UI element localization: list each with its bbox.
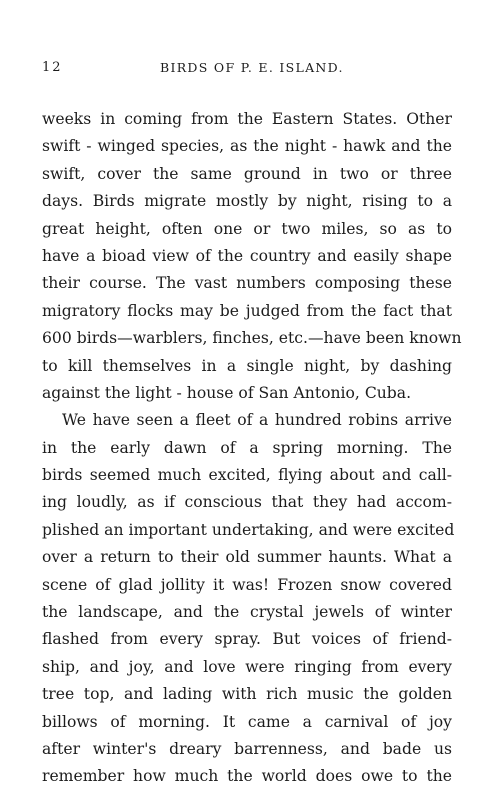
- body-text: [42, 106, 462, 791]
- text-line: have a bioad view of the country and easily shape: [42, 246, 452, 265]
- text-line: scene of glad jollity it was! Frozen snow covered: [42, 575, 452, 594]
- text-line: tree top, and lading with rich music the golden: [42, 685, 452, 704]
- text-line: swift, cover the same ground in two or three: [42, 164, 452, 183]
- text-line: to kill themselves in a single night, by dashing: [42, 356, 452, 375]
- text-line: over a return to their old summer haunts. What a: [42, 548, 452, 567]
- text-line: migratory flocks may be judged from the fact that: [42, 301, 452, 320]
- text-line: after winter's dreary barrenness, and bade us: [42, 739, 452, 758]
- text-line: swift - winged species, as the night - hawk and the: [42, 137, 452, 156]
- paragraph-1: [42, 106, 462, 407]
- text-line: great height, often one or two miles, so as to: [42, 219, 452, 238]
- text-line: ing loudly, as if conscious that they had accom-: [42, 493, 452, 512]
- text-line: remember how much the world does owe to the: [42, 767, 452, 786]
- paragraph-2: [42, 407, 455, 790]
- text-line: the landscape, and the crystal jewels of winter: [42, 603, 452, 622]
- page-number: 12: [42, 60, 63, 75]
- text-line: We have seen a fleet of a hundred robins arrive: [62, 411, 452, 430]
- running-title: BIRDS OF P. E. ISLAND.: [160, 60, 344, 75]
- text-line: days. Birds migrate mostly by night, rising to a: [42, 192, 452, 211]
- text-line: 600 birds—warblers, finches, etc.—have been known: [42, 329, 462, 348]
- text-line: in the early dawn of a spring morning. The: [42, 438, 452, 457]
- text-line: billows of morning. It came a carnival of joy: [42, 712, 452, 731]
- text-line: ship, and joy, and love were ringing from every: [42, 657, 452, 676]
- running-head: [0, 60, 498, 80]
- text-line: weeks in coming from the Eastern States. Other: [42, 110, 452, 128]
- text-line: birds seemed much excited, flying about and call-: [42, 466, 452, 485]
- text-line: their course. The vast numbers composing these: [42, 274, 452, 293]
- text-line: flashed from every spray. But voices of friend-: [42, 630, 452, 649]
- text-line: plished an important undertaking, and were excited: [42, 520, 455, 539]
- text-line: against the light - house of San Antonio, Cuba.: [42, 383, 412, 402]
